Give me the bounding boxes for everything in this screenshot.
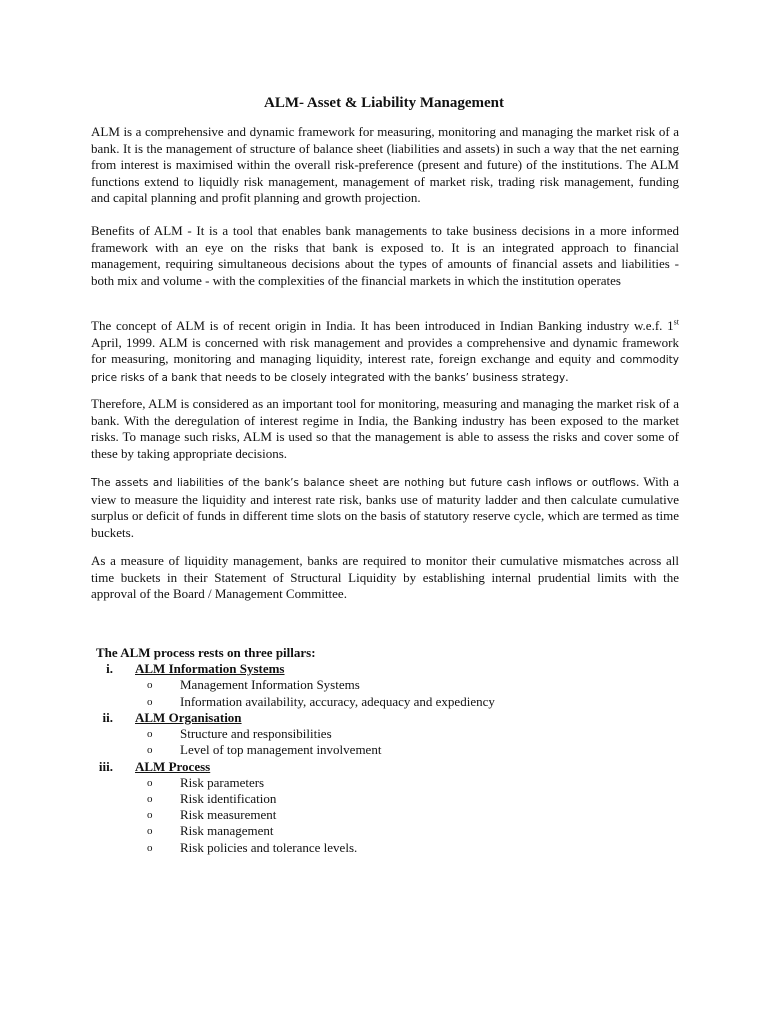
pillar-number: iii.	[98, 759, 113, 774]
list-item-text: Information availability, accuracy, adequacy and expediency	[180, 694, 495, 709]
list-item-text: Management Information Systems	[180, 677, 360, 692]
time-buckets-sans-text: The assets and liabilities of the bank’s balance sheet are nothing but future cash inflows or outflows	[91, 477, 637, 489]
list-item-text: Risk measurement	[180, 807, 277, 822]
bullet-icon: o	[147, 842, 153, 854]
paragraph-time-buckets	[91, 474, 679, 541]
ordinal-suffix: st	[673, 317, 679, 327]
bullet-icon: o	[147, 744, 153, 756]
paragraph-liquidity-measure: As a measure of liquidity management, banks are required to monitor their cumulative mismatches across all time buckets in their Statement of Structural Liquidity by establishing internal prudential limits with the approval of the Board / Management Committee.	[91, 553, 679, 601]
list-item-text: Level of top management involvement	[180, 742, 382, 757]
pillar-number: ii.	[102, 710, 113, 725]
origin-text-middle: April, 1999. ALM is concerned with risk management and provides a comprehensive and dynamic framework for measuring, monitoring and managing liquidity, interest rate, foreign exchange and equity and	[91, 334, 679, 366]
paragraph-alm-origin	[91, 318, 679, 386]
bullet-icon: o	[147, 777, 153, 789]
pillars-heading: The ALM process rests on three pillars:	[96, 645, 316, 660]
origin-text-start: The concept of ALM is of recent origin in India. It has been introduced in Indian Banking industry w.e.f. 1	[91, 318, 674, 333]
bullet-icon: o	[147, 728, 153, 740]
list-item-text: Risk management	[180, 823, 274, 838]
pillar-name: ALM Organisation	[135, 710, 242, 725]
origin-text-end: .	[565, 368, 569, 384]
bullet-icon: o	[147, 809, 153, 821]
bullet-icon: o	[147, 679, 153, 691]
pillar-number: i.	[106, 661, 113, 676]
paragraph-alm-definition: ALM is a comprehensive and dynamic framework for measuring, monitoring and managing the market risk of a bank. It is the management of structure of balance sheet (liabilities and assets) in such a way that the net earning from interest is maximised within the overall risk-preference (present and future) of the institutions. The ALM functions extend to liquidly risk management, management of market risk, trading risk management, funding and capital planning and profit planning and growth projection.	[91, 124, 679, 205]
pillar-name: ALM Information Systems	[135, 661, 285, 676]
list-item-text: Risk identification	[180, 791, 277, 806]
list-item-text: Structure and responsibilities	[180, 726, 332, 741]
list-item-text: Risk policies and tolerance levels.	[180, 840, 358, 855]
time-buckets-text: . With a view to measure the liquidity and interest rate risk, banks use of maturity ladder and then calculate cumulative surplus or deficit of funds in different time slots on the basis of statutory reserve cycle, which are termed as time buckets.	[91, 474, 679, 540]
list-item-text: Risk parameters	[180, 775, 265, 790]
document-title: ALM- Asset & Liability Management	[264, 95, 504, 111]
pillar-name: ALM Process	[135, 759, 211, 774]
origin-text-sans: commodity price risks of a bank that needs to be closely integrated with the banks’ business strategy	[91, 354, 679, 384]
bullet-icon: o	[147, 793, 153, 805]
paragraph-alm-importance: Therefore, ALM is considered as an important tool for monitoring, measuring and managing the market risk of a bank. With the deregulation of interest regime in India, the Banking industry has been exposed to the market risks. To manage such risks, ALM is used so that the management is able to assess the risks and cover some of these by taking appropriate decisions.	[91, 396, 679, 461]
paragraph-alm-benefits: Benefits of ALM - It is a tool that enables bank managements to take business decisions in a more informed framework with an eye on the risks that bank is exposed to. It is an integrated approach to financial management, requiring simultaneous decisions about the types of amounts of financial assets and liabilities - both mix and volume - with the complexities of the financial markets in which the institution operates	[91, 223, 679, 288]
bullet-icon: o	[147, 696, 153, 708]
bullet-icon: o	[147, 825, 153, 837]
